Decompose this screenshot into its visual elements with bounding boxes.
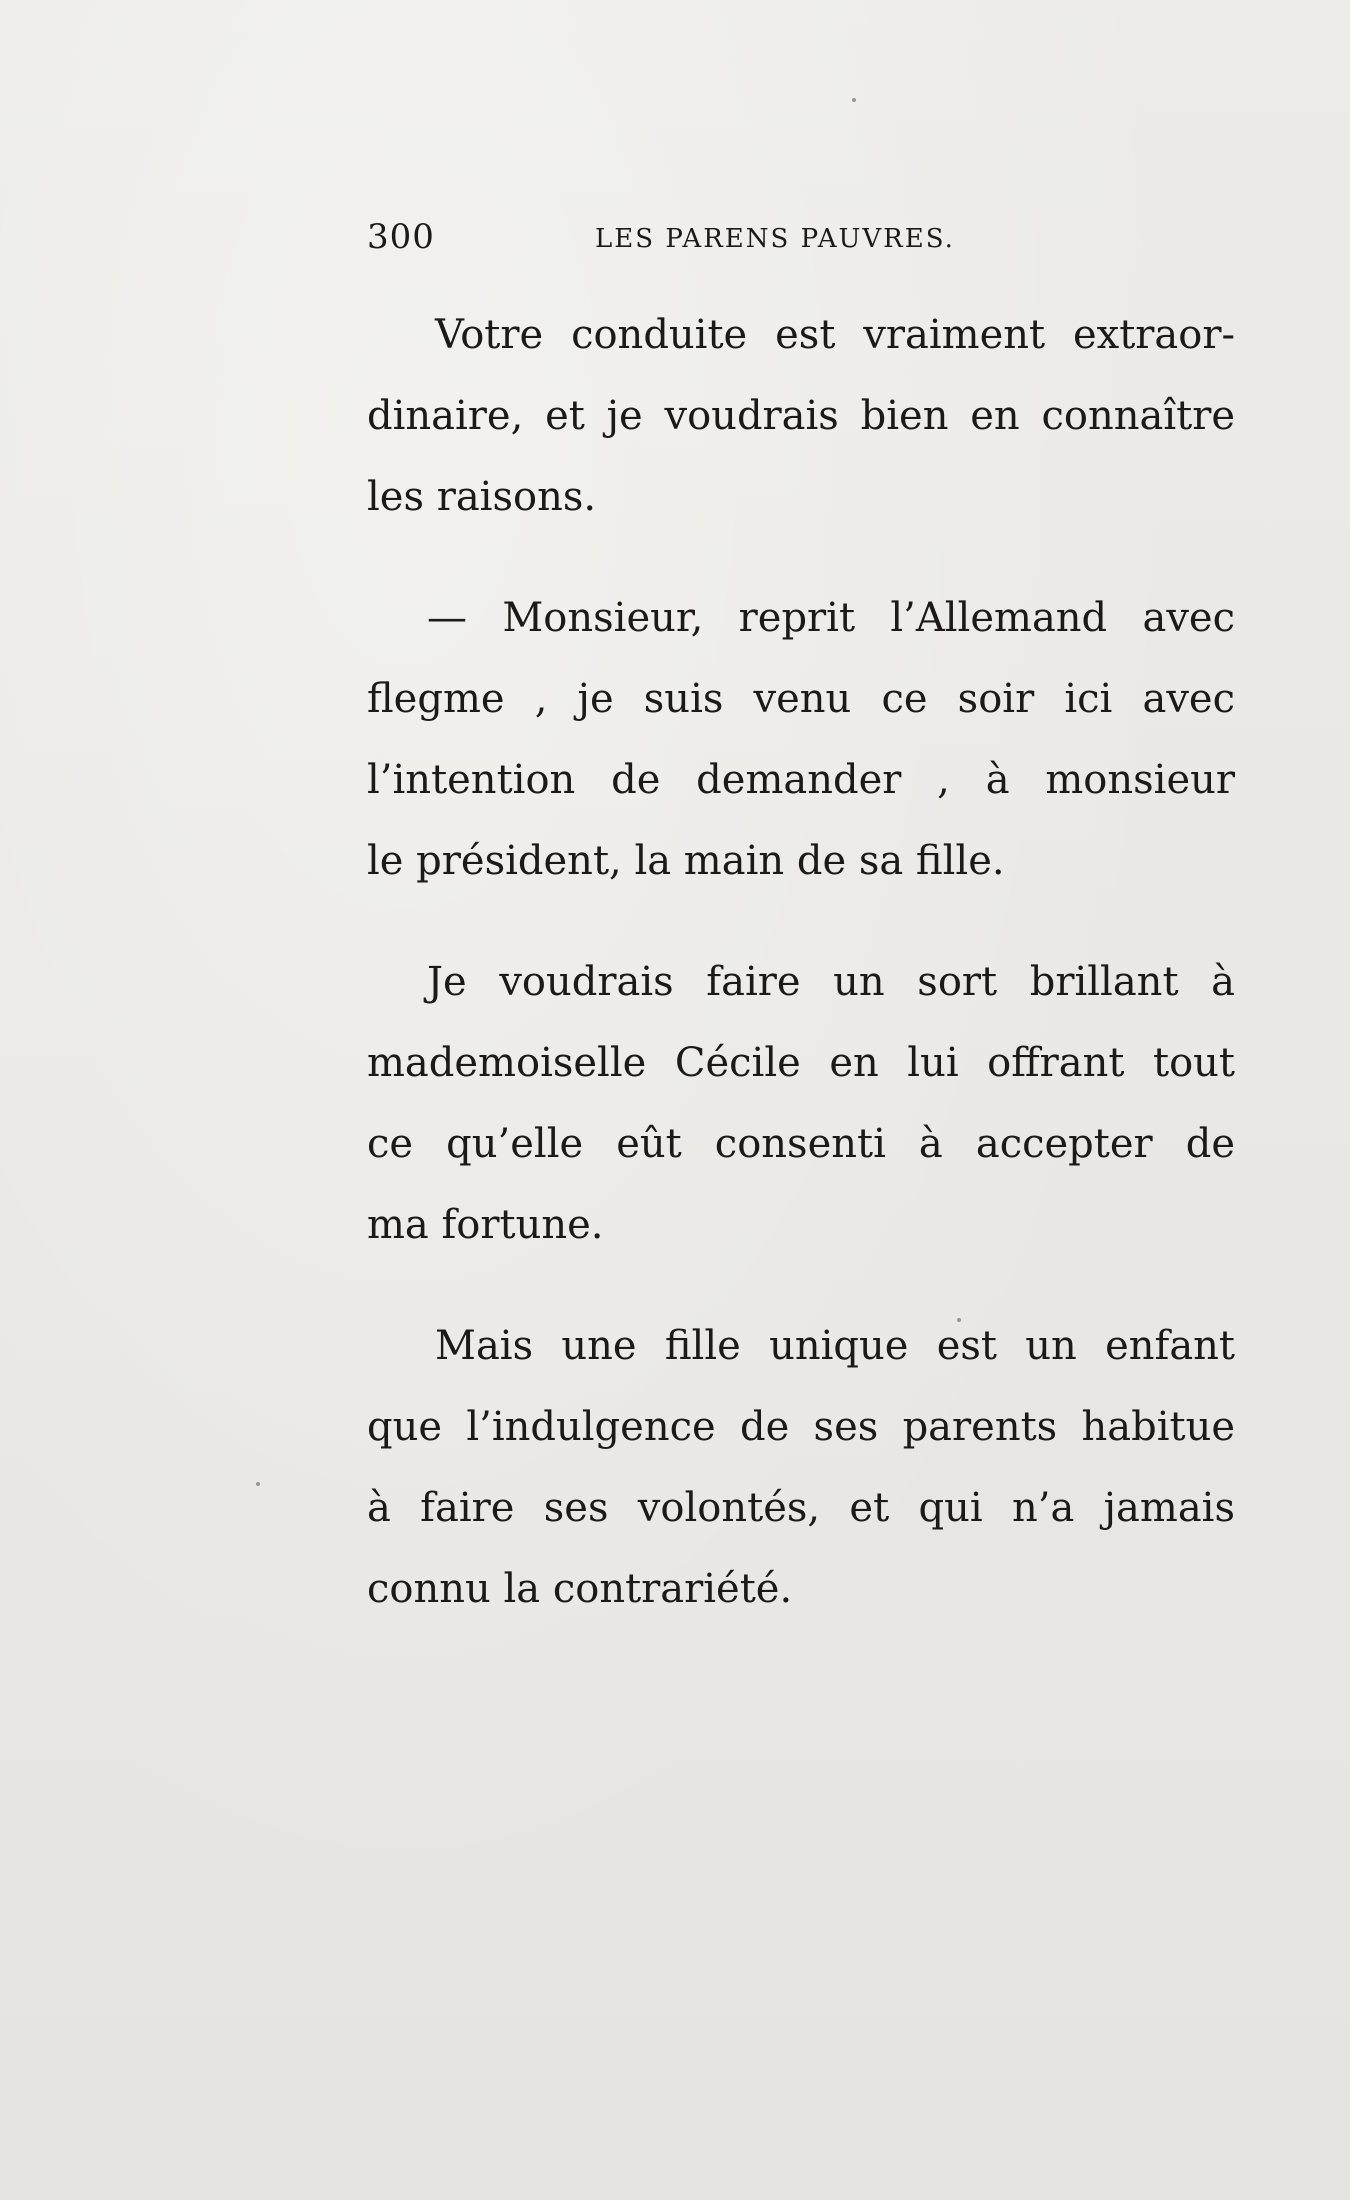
text-line: — Monsieur, reprit l’Allemand avec — [427, 595, 1235, 641]
text-line: Votre conduite est vraiment extraor- — [435, 312, 1235, 358]
text-line: l’intention de demander , à monsieur — [367, 757, 1235, 803]
paper-speck — [256, 1482, 260, 1486]
text-line: mademoiselle Cécile en lui offrant tout — [367, 1040, 1235, 1086]
text-line: Je voudrais faire un sort brillant à — [427, 959, 1235, 1005]
text-line: flegme , je suis venu ce soir ici avec — [367, 676, 1235, 722]
body-text — [367, 295, 1235, 1630]
running-head: LES PARENS PAUVRES. — [595, 224, 955, 254]
text-line: que l’indulgence de ses parents habitue — [367, 1404, 1235, 1450]
paragraph — [367, 578, 1235, 902]
text-line: ma fortune. — [367, 1202, 604, 1248]
text-line: Mais une fille unique est un enfant — [435, 1323, 1235, 1369]
paragraph — [367, 295, 1235, 538]
text-line: dinaire, et je voudrais bien en connaître — [367, 393, 1235, 439]
text-line: ce qu’elle eût consenti à accepter de — [367, 1121, 1235, 1167]
text-line: les raisons. — [367, 474, 597, 520]
paragraph — [367, 1306, 1235, 1630]
text-line: le président, la main de sa fille. — [367, 838, 1005, 884]
paper-speck — [852, 98, 856, 102]
page-header — [367, 215, 1007, 265]
paragraph — [367, 942, 1235, 1266]
paragraph-gap — [367, 1266, 1235, 1306]
page-number: 300 — [367, 217, 435, 257]
paragraph-gap — [367, 538, 1235, 578]
paragraph-gap — [367, 902, 1235, 942]
text-line: à faire ses volontés, et qui n’a jamais — [367, 1485, 1235, 1531]
text-line: connu la contrariété. — [367, 1566, 793, 1612]
